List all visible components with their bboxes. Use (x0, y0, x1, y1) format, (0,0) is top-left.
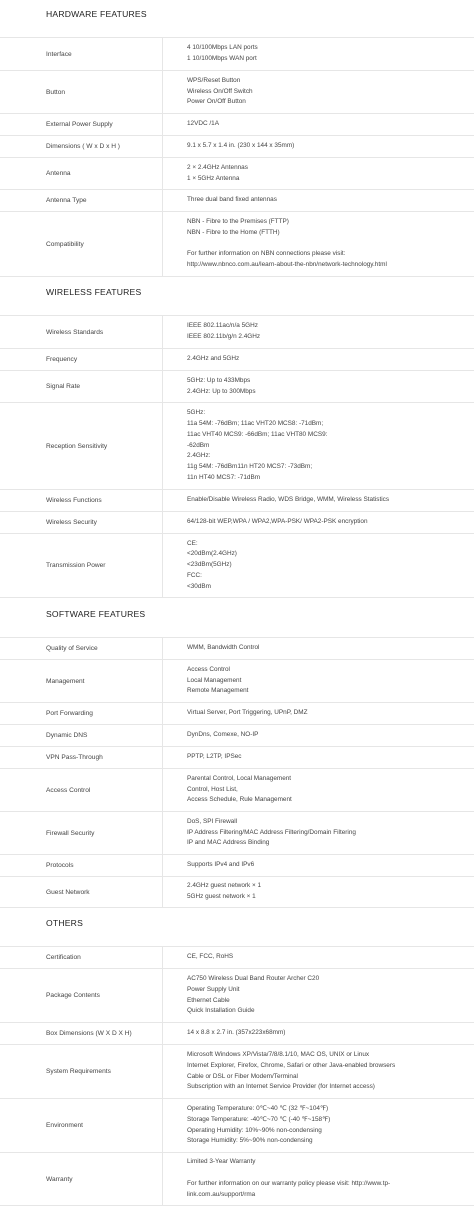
spec-value-line: FCC: (187, 571, 202, 579)
column-divider (162, 747, 163, 768)
column-divider (162, 71, 163, 113)
spec-row (0, 746, 474, 768)
spec-value-line: For further information on our warranty policy please visit: http://www.tp- (187, 1180, 391, 1187)
column-divider (162, 158, 163, 189)
spec-value-line: 11g 54M: -76dBm11n HT20 MCS7: -73dBm; (187, 463, 313, 471)
spec-value-line: 11ac VHT40 MCS9: -66dBm; 11ac VHT80 MCS9: (187, 430, 328, 438)
spec-value-line: Access Schedule, Rule Management (187, 796, 292, 804)
spec-value (187, 114, 464, 135)
column-divider (162, 725, 163, 746)
spec-value-line: 14 x 8.8 x 2.7 in. (357x223x68mm) (187, 1029, 286, 1037)
column-divider (162, 1099, 163, 1152)
spec-value-line: -62dBm (187, 441, 210, 449)
spec-value (187, 1045, 464, 1098)
spec-value-line: 64/128-bit WEP,WPA / WPA2,WPA-PSK/ WPA2-PSK encryption (187, 518, 368, 526)
spec-value-line: 1 10/100Mbps WAN port (187, 55, 257, 62)
spec-label: Protocols (46, 862, 74, 869)
spec-row (0, 968, 474, 1022)
spec-row (0, 702, 474, 724)
spec-label: Package Contents (46, 992, 100, 999)
spec-value (187, 212, 464, 276)
spec-label: Compatibility (46, 240, 84, 248)
spec-value-line: <30dBm (187, 582, 211, 590)
column-divider (162, 638, 163, 659)
spec-row (0, 811, 474, 854)
spec-row (0, 402, 474, 489)
column-divider (162, 403, 163, 489)
spec-value-line: Quick Installation Guide (187, 1007, 255, 1015)
column-divider (162, 136, 163, 157)
spec-row (0, 489, 474, 511)
column-divider (162, 660, 163, 702)
spec-label: Environment (46, 1122, 84, 1129)
spec-value-line: 5GHz: Up to 433Mbps (187, 376, 251, 384)
spec-value (187, 638, 464, 659)
spec-label: Firewall Security (46, 829, 95, 837)
spec-row (0, 1022, 474, 1044)
spec-value-line: 2.4GHz: Up to 300Mbps (187, 387, 256, 395)
spec-label: Button (46, 88, 66, 96)
spec-value-line: NBN - Fibre to the Home (FTTH) (187, 228, 280, 236)
spec-label: Warranty (46, 1175, 73, 1183)
spec-label: Reception Sensitivity (46, 442, 108, 450)
spec-value-line: PPTP, L2TP, IPSec (187, 753, 242, 761)
column-divider (162, 534, 163, 597)
spec-value (187, 403, 464, 489)
spec-value-line: 2.4GHz: (187, 452, 211, 460)
spec-label: Signal Rate (46, 383, 81, 390)
spec-label: Transmission Power (46, 562, 106, 569)
spec-value-line: Wireless On/Off Switch (187, 87, 253, 95)
spec-value-line: Supports IPv4 and IPv6 (187, 861, 255, 869)
spec-row (0, 637, 474, 659)
spec-value-line: Access Control (187, 665, 230, 673)
spec-value-line: IP and MAC Address Binding (187, 839, 270, 847)
spec-label: Antenna (46, 170, 71, 177)
spec-label: Wireless Security (46, 519, 97, 526)
spec-label: Dimensions ( W x D x H ) (46, 143, 121, 150)
spec-label: Certification (46, 954, 81, 961)
spec-value (187, 490, 464, 511)
spec-value-line: Microsoft Windows XP/Vista/7/8/8.1/10, MAC OS, UNIX or Linux (187, 1050, 370, 1058)
spec-value (187, 316, 464, 348)
spec-row (0, 533, 474, 598)
column-divider (162, 371, 163, 402)
spec-value-line: WPS/Reset Button (187, 76, 241, 84)
spec-row (0, 1044, 474, 1098)
spec-label: Guest Network (46, 888, 90, 896)
column-divider (162, 512, 163, 533)
column-divider (162, 490, 163, 511)
spec-value-line: <20dBm(2.4GHz) (187, 550, 237, 558)
spec-value (187, 969, 464, 1022)
spec-value (187, 190, 464, 211)
column-divider (162, 855, 163, 876)
spec-value-line: AC750 Wireless Dual Band Router Archer C20 (187, 974, 320, 982)
column-divider (162, 1023, 163, 1044)
spec-value-line: Ethernet Cable (187, 996, 230, 1004)
spec-row (0, 1152, 474, 1206)
spec-value (187, 725, 464, 746)
spec-row (0, 768, 474, 811)
spec-value-line: Three dual band fixed antennas (187, 196, 277, 204)
spec-value (187, 660, 464, 702)
spec-value-line: 1 × 5GHz Antenna (187, 174, 240, 182)
spec-row (0, 370, 474, 402)
spec-value (187, 158, 464, 189)
spec-row (0, 157, 474, 189)
spec-row (0, 876, 474, 908)
spec-label: Interface (46, 50, 72, 58)
spec-value (187, 136, 464, 157)
spec-value (187, 769, 464, 811)
spec-value-line: Enable/Disable Wireless Radio, WDS Bridge, WMM, Wireless Statistics (187, 496, 390, 504)
spec-value (187, 877, 464, 907)
spec-value-line: IP Address Filtering/MAC Address Filtering/Domain Filtering (187, 828, 356, 836)
spec-value (187, 855, 464, 876)
column-divider (162, 877, 163, 907)
spec-row (0, 135, 474, 157)
spec-value-line: 11n HT40 MCS7: -71dBm (187, 473, 261, 481)
spec-value (187, 371, 464, 402)
spec-value (187, 747, 464, 768)
spec-row (0, 854, 474, 876)
spec-label: Box Dimensions (W X D X H) (46, 1030, 132, 1037)
spec-value-line: 5GHz: (187, 409, 206, 417)
spec-value-line: 4 10/100Mbps LAN ports (187, 44, 258, 52)
spec-value-line (187, 1168, 464, 1179)
column-divider (162, 114, 163, 135)
spec-value (187, 349, 464, 370)
spec-value-line: http://www.nbnco.com.au/learn-about-the-nbn/network-technology.html (187, 261, 387, 269)
spec-value (187, 1153, 464, 1205)
spec-row (0, 511, 474, 533)
column-divider (162, 212, 163, 276)
spec-value-line: Storage Temperature: -40℃~70 ℃ (-40 ℉~158℉) (187, 1115, 331, 1123)
spec-value-line: NBN - Fibre to the Premises (FTTP) (187, 218, 289, 225)
spec-value-line: Parental Control, Local Management (187, 774, 292, 782)
spec-value-line: 9.1 x 5.7 x 1.4 in. (230 x 144 x 35mm) (187, 142, 295, 150)
spec-value-line: link.com.au/support/rma (187, 1190, 256, 1198)
spec-value-line: 5GHz guest network × 1 (187, 893, 256, 900)
spec-row (0, 946, 474, 968)
column-divider (162, 812, 163, 854)
section-title: WIRELESS FEATURES (46, 287, 142, 297)
spec-value-line: 11a 54M: -76dBm; 11ac VHT20 MCS8: -71dBm; (187, 420, 324, 427)
spec-value-line: Cable or DSL or Fiber Modem/Terminal (187, 1072, 298, 1080)
spec-value-line: Internet Explorer, Firefox, Chrome, Safari or other Java-enabled browsers (187, 1061, 396, 1069)
spec-label: Wireless Functions (46, 497, 102, 504)
spec-row (0, 70, 474, 113)
spec-value-line: WMM, Bandwidth Control (187, 644, 260, 652)
column-divider (162, 38, 163, 70)
spec-label: Frequency (46, 356, 78, 363)
spec-value-line: CE: (187, 539, 198, 547)
spec-value-line: <23dBm(5GHz) (187, 561, 232, 569)
spec-value-line: Storage Humidity: 5%~90% non-condensing (187, 1137, 313, 1145)
spec-value-line: Subscription with an Internet Service Provider (for Internet access) (187, 1083, 375, 1091)
spec-value-line: Power On/Off Button (187, 98, 246, 106)
spec-value-line: DoS, SPI Firewall (187, 817, 238, 825)
spec-value (187, 703, 464, 724)
spec-row (0, 211, 474, 277)
spec-value (187, 812, 464, 854)
spec-row (0, 659, 474, 702)
column-divider (162, 349, 163, 370)
spec-value-line: IEEE 802.11b/g/n 2.4GHz (187, 333, 261, 340)
spec-value (187, 1099, 464, 1152)
spec-value (187, 534, 464, 597)
spec-value-line: Limited 3-Year Warranty (187, 1158, 256, 1166)
column-divider (162, 947, 163, 968)
spec-label: Access Control (46, 786, 91, 794)
column-divider (162, 769, 163, 811)
spec-row (0, 113, 474, 135)
spec-value-line: Operating Temperature: 0℃~40 ℃ (32 ℉~104℉) (187, 1104, 329, 1112)
column-divider (162, 969, 163, 1022)
spec-value-line (187, 239, 464, 250)
spec-value (187, 512, 464, 533)
section-title: HARDWARE FEATURES (46, 9, 147, 19)
spec-row (0, 1098, 474, 1152)
section-title: OTHERS (46, 918, 84, 928)
spec-value-line: Control, Host List, (187, 785, 238, 793)
spec-row (0, 189, 474, 211)
spec-label: Quality of Service (46, 645, 98, 652)
spec-value (187, 38, 464, 70)
spec-row (0, 348, 474, 370)
spec-label: Wireless Standards (46, 328, 104, 336)
spec-value-line: Virtual Server, Port Triggering, UPnP, DMZ (187, 709, 308, 717)
spec-label: Port Forwarding (46, 710, 93, 717)
spec-label: Management (46, 677, 85, 685)
spec-label: Dynamic DNS (46, 732, 88, 739)
spec-label: External Power Supply (46, 121, 113, 128)
spec-value-line: 12VDC /1A (187, 120, 219, 128)
spec-label: System Requirements (46, 1068, 111, 1075)
spec-value-line: 2.4GHz guest network × 1 (187, 882, 262, 890)
spec-value-line: For further information on NBN connections please visit: (187, 250, 346, 258)
spec-value-line: Remote Management (187, 687, 249, 695)
spec-value-line: Operating Humidity: 10%~90% non-condensing (187, 1126, 322, 1134)
spec-row (0, 37, 474, 70)
column-divider (162, 190, 163, 211)
spec-value-line: DynDns, Comexe, NO-IP (187, 731, 259, 739)
spec-label: VPN Pass-Through (46, 754, 103, 761)
spec-value-line: IEEE 802.11ac/n/a 5GHz (187, 322, 258, 330)
spec-value-line: Local Management (187, 676, 242, 684)
spec-row (0, 724, 474, 746)
column-divider (162, 1153, 163, 1205)
column-divider (162, 703, 163, 724)
spec-value (187, 1023, 464, 1044)
spec-value-line: 2 × 2.4GHz Antennas (187, 163, 248, 171)
spec-value (187, 71, 464, 113)
spec-value-line: Power Supply Unit (187, 985, 240, 993)
spec-label: Antenna Type (46, 197, 87, 204)
spec-value (187, 947, 464, 968)
section-title: SOFTWARE FEATURES (46, 609, 146, 619)
spec-value-line: 2.4GHz and 5GHz (187, 355, 240, 363)
column-divider (162, 316, 163, 348)
spec-row (0, 315, 474, 348)
column-divider (162, 1045, 163, 1098)
spec-value-line: CE, FCC, RoHS (187, 953, 234, 961)
